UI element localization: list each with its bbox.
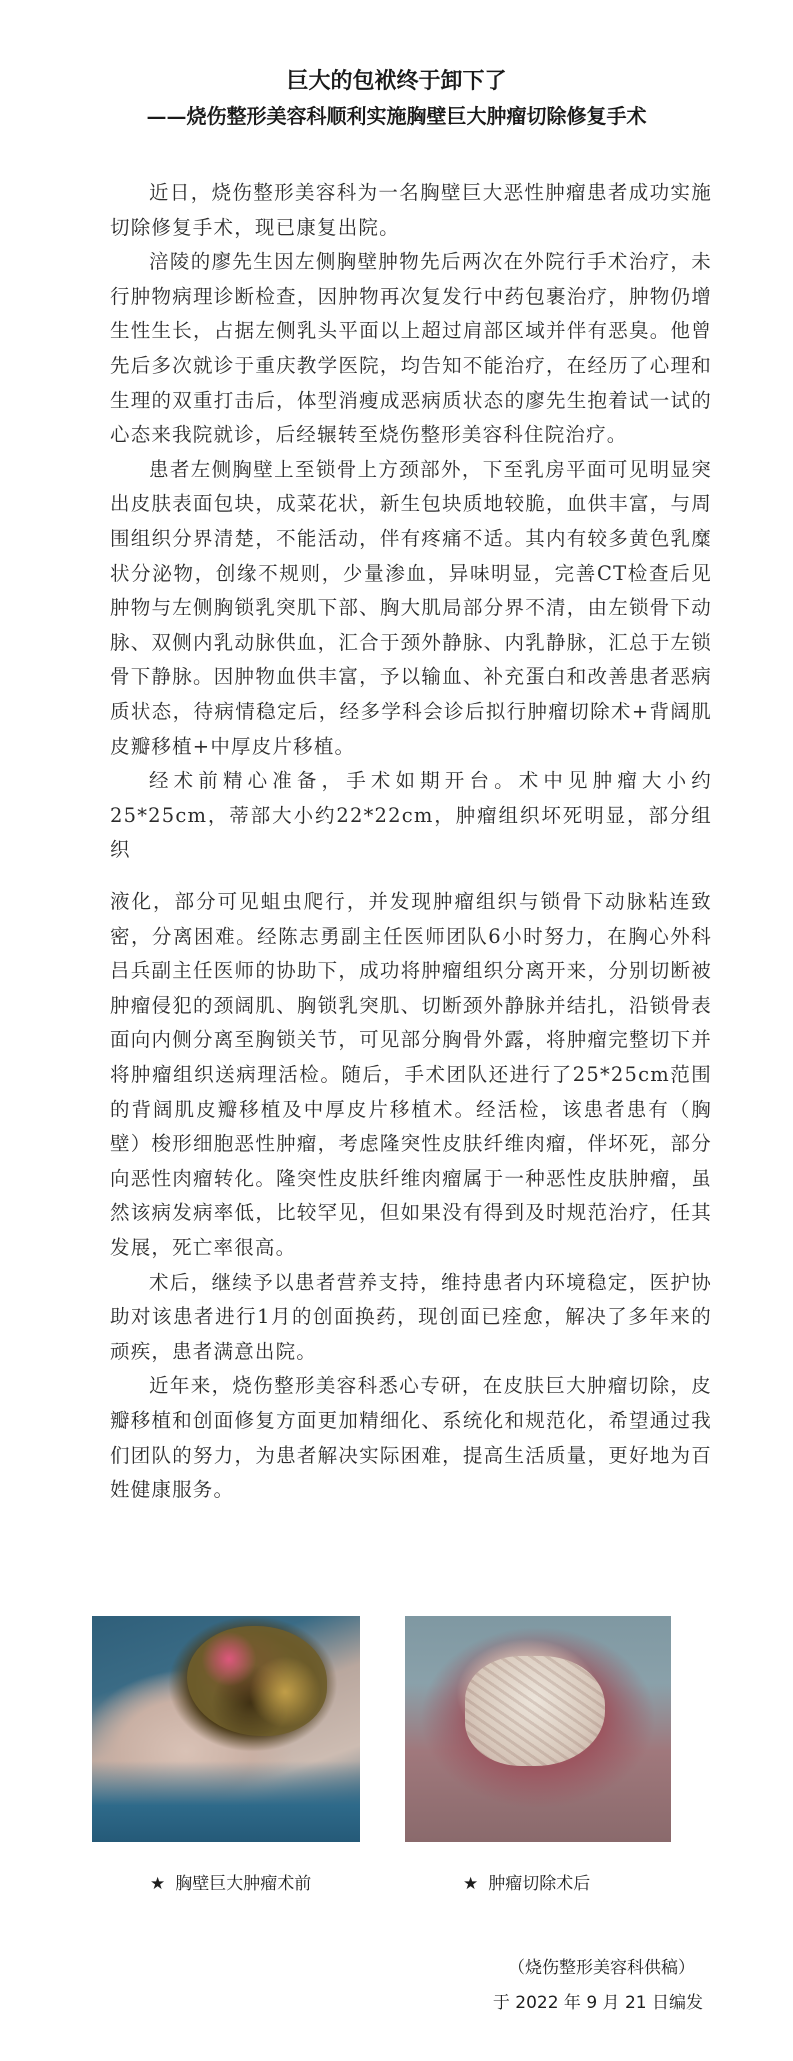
- article-body-part1: [110, 176, 712, 868]
- caption-before-text: 胸壁巨大肿瘤术前: [175, 1874, 312, 1894]
- paragraph-outlook: 近年来，烧伤整形美容科悉心专研，在皮肤巨大肿瘤切除，皮瓣移植和创面修复方面更加精细化、系统化和规范化，希望通过我们团队的努力，为患者解决实际困难，提高生活质量，更好地为百姓健康服务。: [110, 1374, 712, 1502]
- article-subtitle: ——烧伤整形美容科顺利实施胸壁巨大肿瘤切除修复手术: [146, 104, 647, 128]
- photo-before-surgery: [92, 1616, 360, 1842]
- caption-after-text: 肿瘤切除术后: [488, 1874, 591, 1894]
- paragraph-recovery: 术后，继续予以患者营养支持，维持患者内环境稳定，医护协助对该患者进行1月的创面换药，现创面已痊愈，解决了多年来的顽疾，患者满意出院。: [110, 1270, 712, 1363]
- surgical-drape: [92, 1761, 360, 1842]
- paragraph-surgery-start: 经术前精心准备，手术如期开台。术中见肿瘤大小约25*25cm，蒂部大小约22*22cm，肿瘤组织坏死明显，部分组织: [110, 769, 712, 862]
- star-icon: ★: [463, 1874, 479, 1894]
- skin-graft-area: [465, 1656, 605, 1766]
- caption-before-surgery: [150, 1872, 311, 1896]
- footer-date: 于 2022 年 9 月 21 日编发: [492, 1993, 703, 2013]
- article-title: 巨大的包袱终于卸下了: [286, 68, 507, 94]
- caption-after-surgery: [463, 1872, 590, 1896]
- star-icon: ★: [150, 1874, 166, 1894]
- tumor-area: [187, 1626, 327, 1736]
- paragraph-history: 涪陵的廖先生因左侧胸壁肿物先后两次在外院行手术治疗，未行肿物病理诊断检查，因肿物再次复发行中药包裹治疗，肿物仍增生性生长，占据左侧乳头平面以上超过肩部区域并伴有恶臭。他曾先后多次就诊于重庆教学医院，均告知不能治疗，在经历了心理和生理的双重打击后，体型消瘦成恶病质状态的廖先生抱着试一试的心态来我院就诊，后经辗转至烧伤整形美容科住院治疗。: [110, 250, 712, 447]
- paragraph-surgery-continued: 液化，部分可见蛆虫爬行，并发现肿瘤组织与锁骨下动脉粘连致密，分离困难。经陈志勇副主任医师团队6小时努力，在胸心外科吕兵副主任医师的协助下，成功将肿瘤组织分离开来，分别切断被肿瘤侵犯的颈阔肌、胸锁乳突肌、切断颈外静脉并结扎，沿锁骨表面向内侧分离至胸锁关节，可见部分胸骨外露，将肿瘤完整切下并将肿瘤组织送病理活检。随后，手术团队还进行了25*25cm范围的背阔肌皮瓣移植及中厚皮片移植术。经活检，该患者患有（胸壁）梭形细胞恶性肿瘤，考虑隆突性皮肤纤维肉瘤，伴坏死，部分向恶性肉瘤转化。隆突性皮肤纤维肉瘤属于一种恶性皮肤肿瘤，虽然该病发病率低，比较罕见，但如果没有得到及时规范治疗，任其发展，死亡率很高。: [110, 890, 712, 1259]
- article-body-part2: [110, 885, 712, 1508]
- footer-source: （烧伤整形美容科供稿）: [508, 1958, 695, 1978]
- paragraph-diagnosis: 患者左侧胸壁上至锁骨上方颈部外，下至乳房平面可见明显突出皮肤表面包块，成菜花状，新生包块质地较脆，血供丰富，与周围组织分界清楚，不能活动，伴有疼痛不适。其内有较多黄色乳糜状分泌物，创缘不规则，少量渗血，异味明显，完善CT检查后见肿物与左侧胸锁乳突肌下部、胸大肌局部分界不清，由左锁骨下动脉、双侧内乳动脉供血，汇合于颈外静脉、内乳静脉，汇总于左锁骨下静脉。因肿物血供丰富，予以输血、补充蛋白和改善患者恶病质状态，待病情稳定后，经多学科会诊后拟行肿瘤切除术+背阔肌皮瓣移植+中厚皮片移植。: [110, 457, 712, 758]
- article-header: [0, 64, 793, 132]
- photo-after-surgery: [405, 1616, 671, 1842]
- paragraph-intro: 近日，烧伤整形美容科为一名胸壁巨大恶性肿瘤患者成功实施切除修复手术，现已康复出院。: [110, 181, 712, 239]
